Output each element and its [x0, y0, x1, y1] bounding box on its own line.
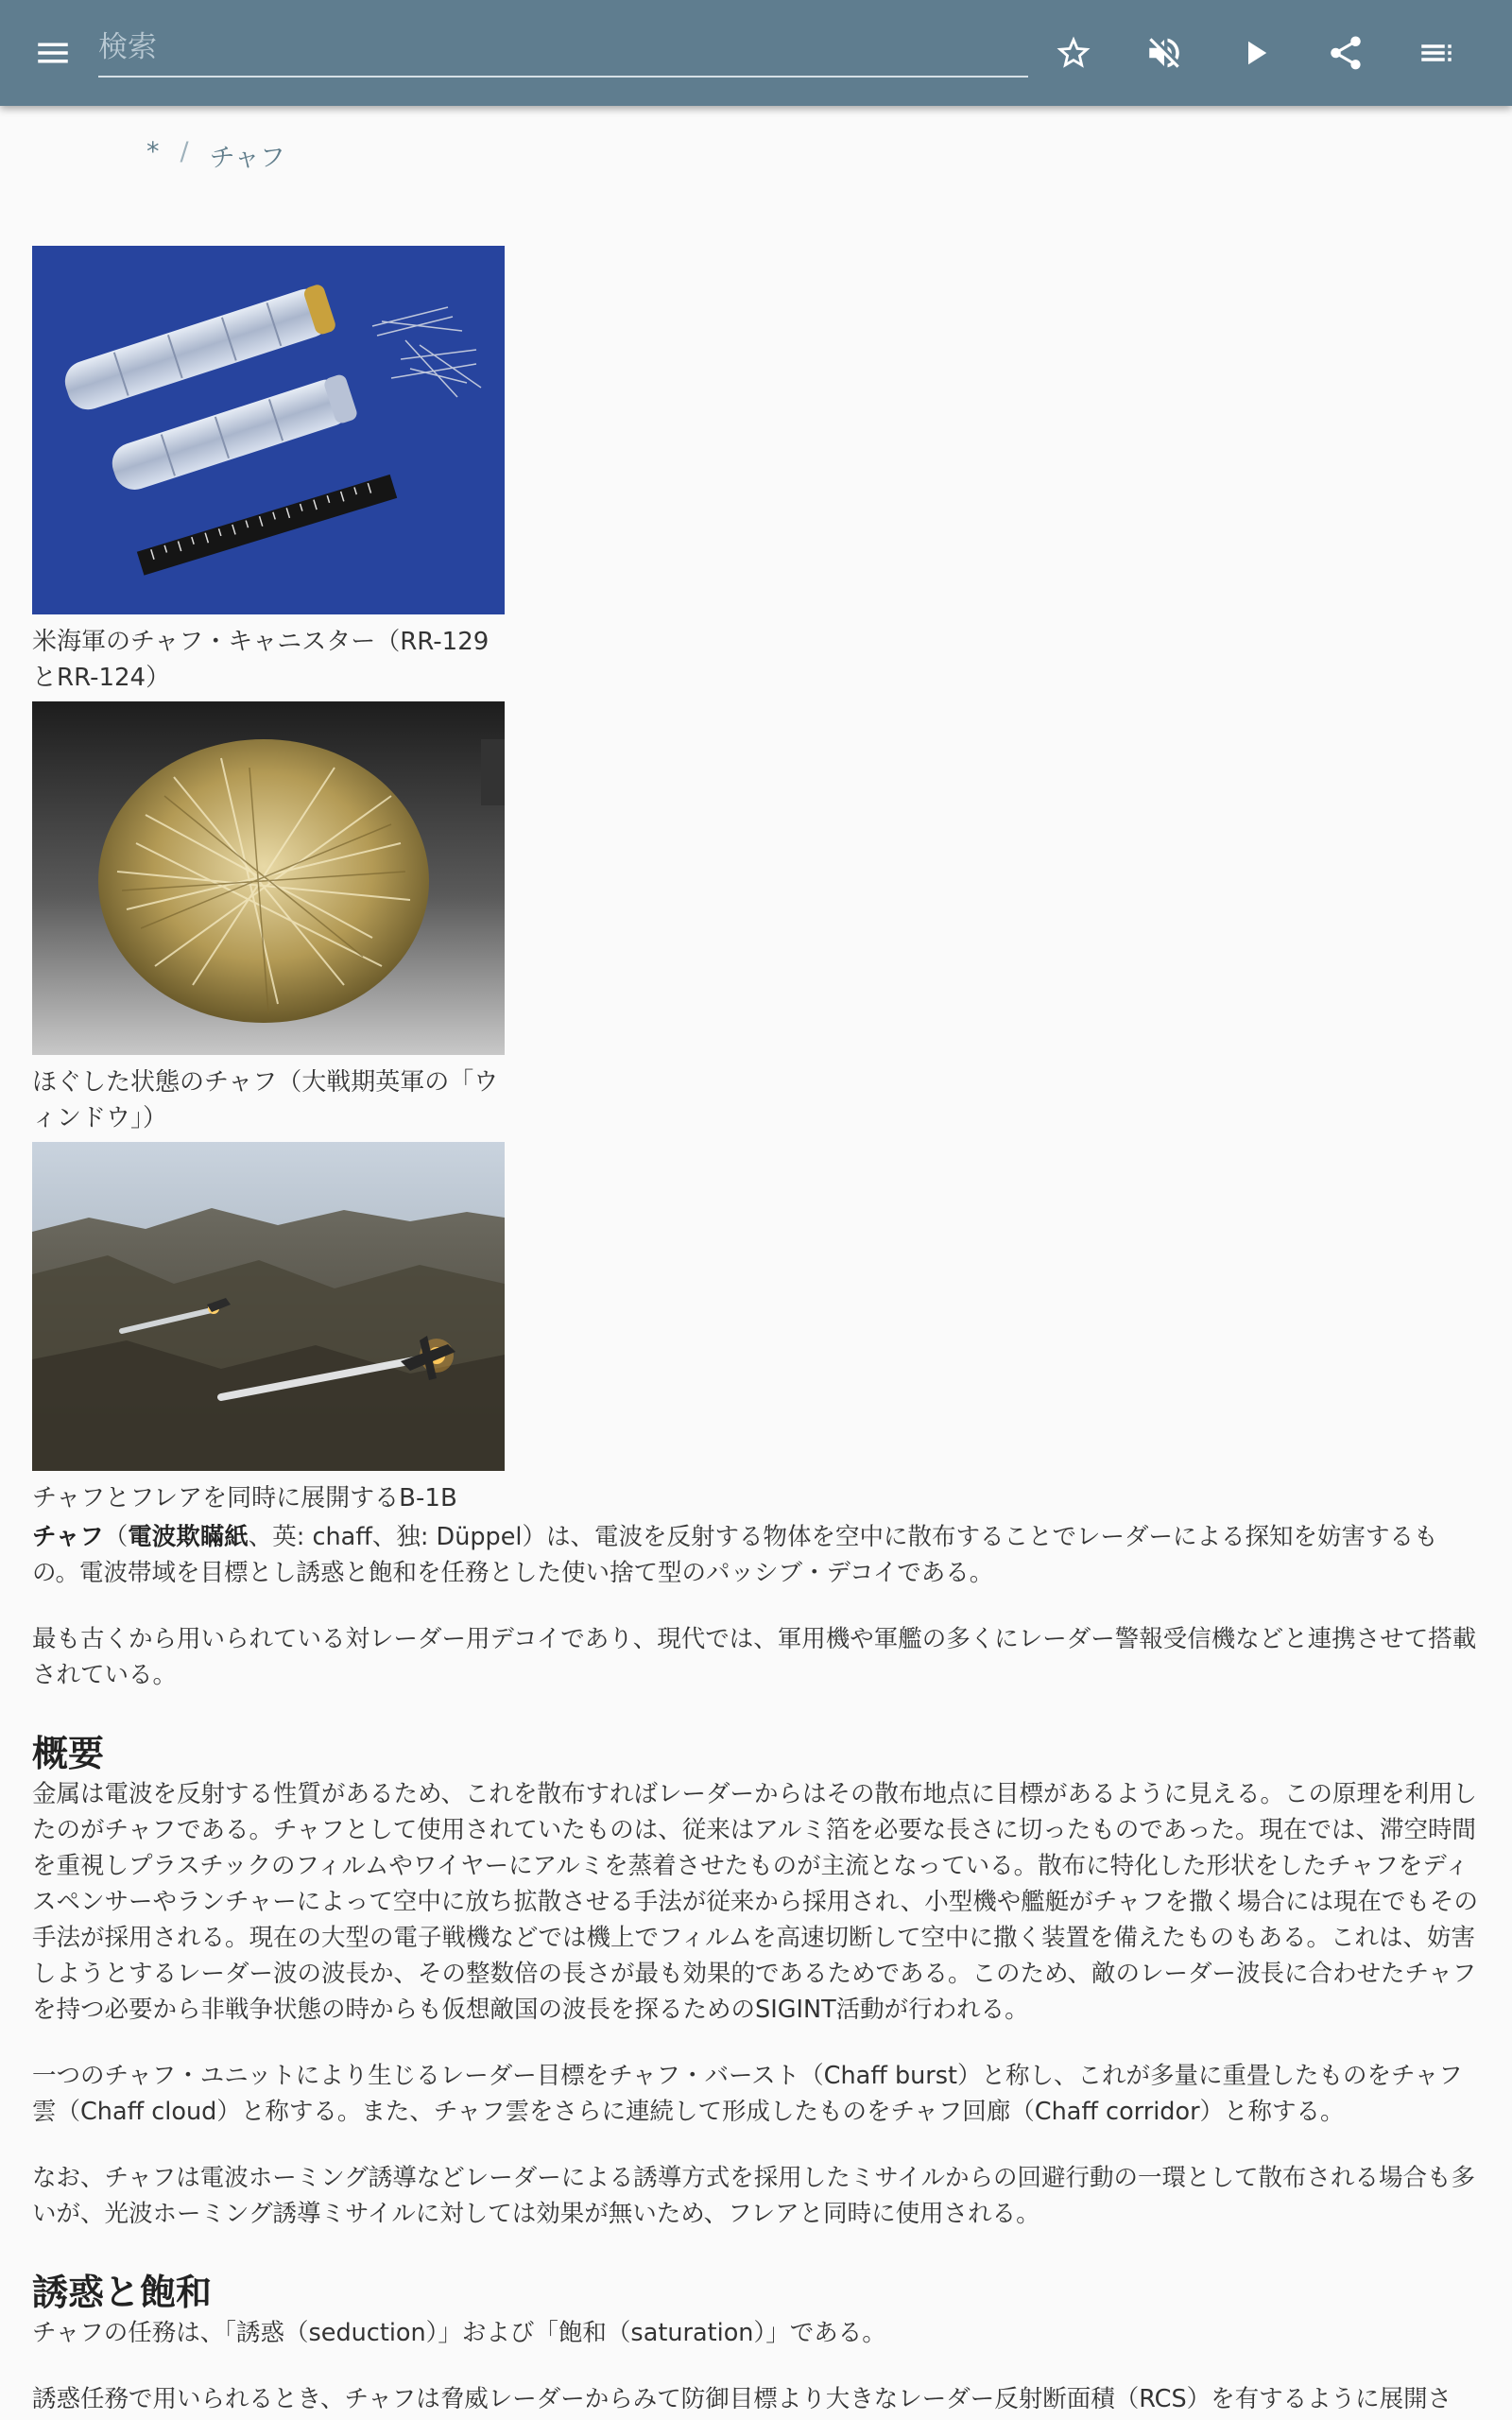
intro-paren: （ — [103, 1523, 129, 1551]
seduction-paragraph-1: チャフの任務は、「誘惑（seduction）」および「飽和（saturation）」である。 — [32, 2319, 886, 2347]
figure-b1b — [32, 1142, 505, 1516]
figure-caption: 米海軍のチャフ・キャニスター（RR-129とRR-124） — [32, 628, 490, 692]
figure-chaff-canisters — [32, 246, 505, 696]
toc-icon[interactable] — [1406, 23, 1467, 83]
breadcrumb-home-link[interactable]: * — [146, 137, 160, 166]
breadcrumb-current: チャフ — [209, 144, 285, 173]
search-box — [98, 19, 1028, 78]
overview-paragraph-3: なお、チャフは電波ホーミング誘導などレーダーによる誘導方式を採用したミサイルからの回避行動の一環として散布される場合も多いが、光波ホーミング誘導ミサイルに対しては効果が無いため、フレアと同時に使用される。 — [32, 2164, 1475, 2228]
b1b-chaff-flare-image[interactable] — [32, 1142, 505, 1471]
overview-paragraph-2: 一つのチャフ・ユニットにより生じるレーダー目標をチャフ・バースト（Chaff burst）と称し、これが多量に重畳したものをチャフ雲（Chaff cloud）と称する。また、チャフ雲をさらに連続して形成したものをチャフ回廊（Chaff corridor）と称する。 — [32, 2062, 1463, 2126]
breadcrumb-separator: / — [180, 137, 189, 166]
share-icon[interactable] — [1315, 23, 1376, 83]
search-input[interactable] — [98, 19, 1028, 76]
overview-paragraph-1: 金属は電波を反射する性質があるため、これを散布すればレーダーからはその散布地点に目標があるように見える。この原理を利用したのがチャフである。チャフとして使用されていたものは、従来はアルミ箔を必要な長さに切ったものであった。現在では、滞空時間を重視しプラスチックのフィルムやワイヤーにアルミを蒸着させたものが主流となっている。散布に特化した形状をしたチャフをディスペンサーやランチャーによって空中に放ち拡散させる手法が従来から採用され、小型機や艦艇がチャフを撒く場合には現在でもその手法が採用される。現在の大型の電子戦機などでは機上でフィルムを高速切断して空中に撒く装置を備えたものもある。これは、妨害しようとするレーダー波の波長か、その整数倍の長さが最も効果的であるためである。このため、敵のレーダー波長に合わせたチャフを持つ必要から非戦争状態の時からも仮想敵国の波長を探るためのSIGINT活動が行われる。 — [32, 1780, 1479, 2024]
intro-term: チャフ — [32, 1523, 104, 1551]
window-chaff-image[interactable] — [32, 701, 505, 1055]
figure-caption: チャフとフレアを同時に展開するB-1B — [32, 1484, 457, 1512]
intro-text: 、英: chaff、独: Düppel）は、電波を反射する物体を空中に散布することでレーダーによる探知を妨害するもの。電波帯域を目標とし誘惑と飽和を任務とした使い捨て型のパッシブ・デコイである。 — [32, 1523, 1438, 1587]
intro-alias: 電波欺瞞紙 — [128, 1523, 249, 1551]
intro-paragraph-2: 最も古くから用いられている対レーダー用デコイであり、現代では、軍用機や軍艦の多くにレーダー警報受信機などと連携させて搭載されている。 — [32, 1625, 1477, 1689]
app-toolbar — [0, 0, 1512, 106]
section-heading-overview: 概要 — [32, 1733, 105, 1774]
chaff-canisters-image[interactable] — [32, 246, 505, 614]
play-icon[interactable] — [1225, 23, 1285, 83]
intro-paragraph — [32, 1519, 1480, 1591]
breadcrumb — [146, 137, 285, 174]
menu-icon[interactable] — [23, 23, 83, 83]
figure-window-chaff — [32, 701, 505, 1136]
figure-caption: ほぐした状態のチャフ（大戦期英軍の「ウィンドウ」） — [32, 1068, 499, 1132]
article-body — [32, 1519, 1480, 2417]
seduction-paragraph-2: 誘惑任務で用いられるとき、チャフは脅威レーダーからみて防御目標より大きなレーダー反射断面積（RCS）を有するように展開さ — [32, 2385, 1452, 2413]
volume-off-icon[interactable] — [1134, 23, 1194, 83]
star-icon[interactable] — [1043, 23, 1104, 83]
section-heading-seduction-saturation: 誘惑と飽和 — [32, 2272, 213, 2313]
